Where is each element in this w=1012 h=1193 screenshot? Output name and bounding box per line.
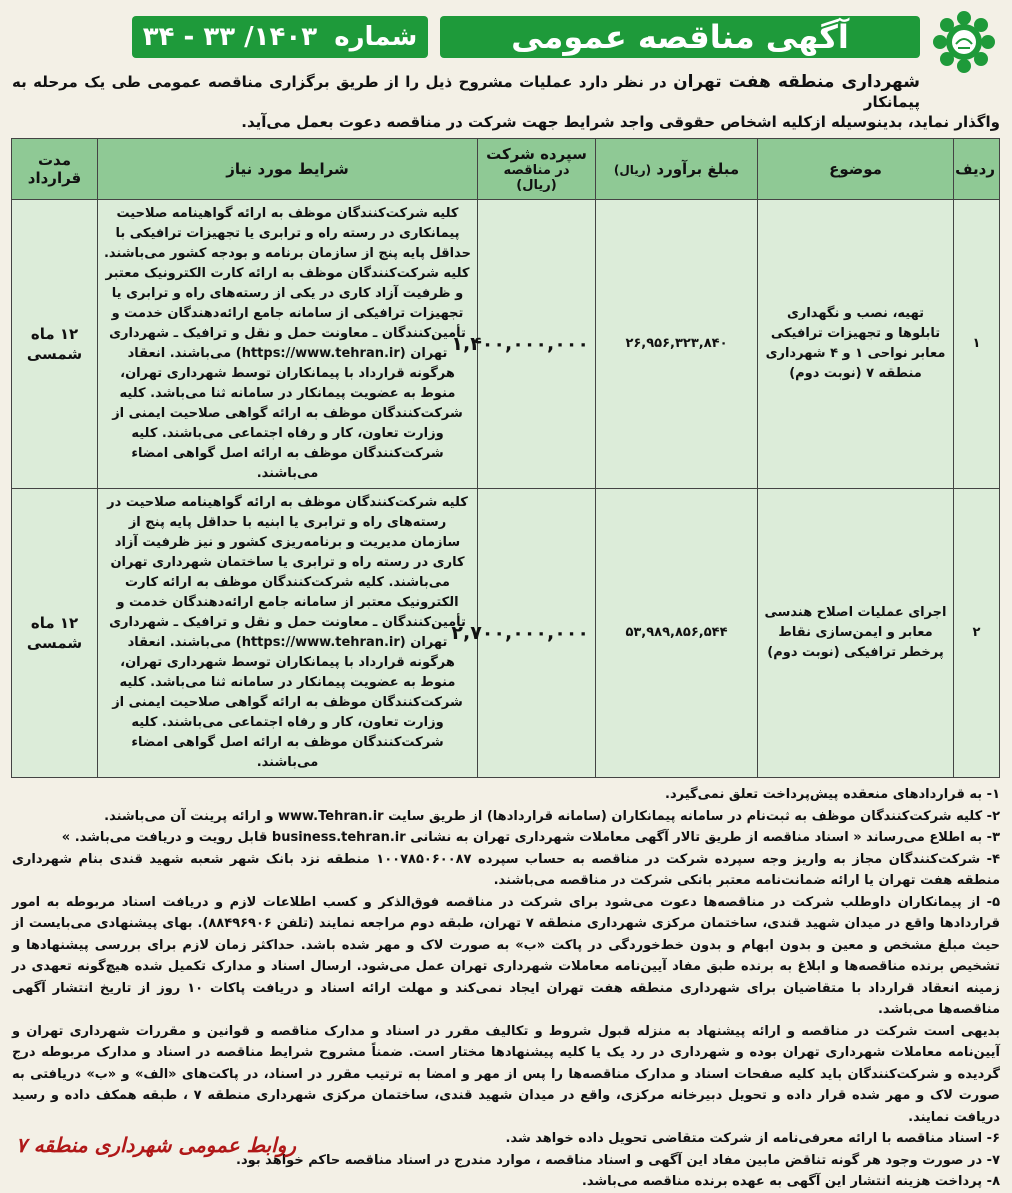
notice-title-banner: آگهی مناقصه عمومی — [440, 16, 920, 58]
col-header-index: ردیف — [954, 139, 1000, 200]
row-duration: ۱۲ ماه شمسی — [12, 489, 98, 778]
row-estimate: ۲۶,۹۵۶,۳۲۳,۸۴۰ — [596, 200, 758, 489]
tehran-municipality-logo-icon — [932, 10, 996, 74]
notice-number-value: ۱۴۰۳/ ۳۳ - ۳۴ — [142, 22, 318, 52]
note-item: ۲- کلیه شرکت‌کنندگان موظف به ثبت‌نام در سامانه پیمانکاران (سامانه قراردادها) از طریق سایت www.Tehran.ir و ارائه پرینت آن می‌باشند. — [104, 808, 1000, 824]
col-header-subject: موضوع — [758, 139, 954, 200]
col-header-estimate-unit: (ریال) — [613, 163, 652, 177]
intro-text-1: در نظر دارد عملیات مشروح ذیل را از طریق برگزاری مناقصه عمومی طی یک مرحله به پیمانکار — [12, 73, 920, 111]
note-item: ۶- اسناد مناقصه با ارائه معرفی‌نامه از شرکت متقاضی تحویل داده خواهد شد. — [505, 1131, 1000, 1146]
row-deposit: ۱,۴۰۰,۰۰۰,۰۰۰ — [478, 200, 596, 489]
note-item: ۸- پرداخت هزینه انتشار این آگهی به عهده برنده مناقصه می‌باشد. — [581, 1174, 1000, 1189]
row-index: ۱ — [954, 200, 1000, 489]
tender-table — [11, 138, 1000, 778]
table-header-row — [12, 139, 1000, 200]
notes-section — [12, 784, 1000, 1193]
notice-header — [12, 6, 1000, 68]
table-row — [12, 200, 1000, 489]
note-item: بدیهی است شرکت در مناقصه و ارائه پیشنهاد به منزله قبول شروط و تکالیف مقرر در اسناد و مدارک مناقصه و قوانین و مقررات شهرداری تهران و آیین‌نامه معاملات شهرداری تهران بوده و شهرداری در رد یک یا کلیه پیشنهادها مختار است. ضمناً مشروح شرایط مناقصه در اسناد و مدارک مربوطه درج گردیده و شرکت‌کنندگان باید کلیه صفحات اسناد و مدارک مناقصه‌ها را پس از مهر و امضا به ترتیب مقرر در اسناد، در پاکت‌های «الف» و «ب» دریافتی به صورت لاک و مهر شده قرار داده و تحویل دبیرخانه مرکزی، واقع در میدان شهید قندی، ساختمان مرکزی شهرداری منطقه ۷ ، طبقه همکف داده و رسید دریافت نمایند. — [12, 1023, 1000, 1125]
note-item: ۳- به اطلاع می‌رساند « اسناد مناقصه از طریق تالار آگهی معاملات شهرداری تهران به نشانی business.tehran.ir قابل رویت و دریافت می‌باشد. » — [61, 830, 1000, 845]
row-estimate: ۵۳,۹۸۹,۸۵۶,۵۴۴ — [596, 489, 758, 778]
note-item: ۴- شرکت‌کنندگان مجاز به واریز وجه سپرده شرکت در مناقصه به حساب سپرده ۱۰۰۷۸۵۰۶۰۰۸۷ منطقه نزد بانک شهر شعبه شهید قندی بنام شهرداری منطقه هفت تهران یا ارائه ضمانت‌نامه معتبر بانکی شرکت در مناقصه می‌باشند. — [12, 851, 1000, 888]
row-conditions: کلیه شرکت‌کنندگان موظف به ارائه گواهینامه صلاحیت پیمانکاری در رسته راه و ترابری یا تجهیزات ترافیکی با حداقل پایه پنج از سازمان برنامه و بودجه کشور می‌باشند. کلیه شرکت‌کنندگان موظف به ارائه کارت الکترونیک معتبر و ظرفیت آزاد کاری در یکی از رسته‌های راه و ترابری یا تجهیزات ترافیکی از سامانه جامع ارائه‌دهندگان خدمت و تأمین‌کنندگان ـ معاونت حمل و نقل و ترافیک ـ شهرداری تهران (https://www.tehran.ir) می‌باشند. انعقاد هرگونه قرارداد با پیمانکاران توسط شهرداری تهران، منوط به عضویت پیمانکار در سامانه ثنا می‌باشد. کلیه شرکت‌کنندگان موظف به ارائه گواهی صلاحیت ایمنی از وزارت تعاون، کار و رفاه اجتماعی می‌باشند. کلیه شرکت‌کنندگان موظف به ارائه اصل گواهی امضاء می‌باشند. — [98, 200, 478, 489]
row-subject: تهیه، نصب و نگهداری تابلوها و تجهیزات ترافیکی معابر نواحی ۱ و ۴ شهرداری منطقه ۷ (نوبت دوم) — [758, 200, 954, 489]
row-deposit: ۲,۷۰۰,۰۰۰,۰۰۰ — [478, 489, 596, 778]
col-header-estimate — [596, 139, 758, 200]
row-duration: ۱۲ ماه شمسی — [12, 200, 98, 489]
col-header-deposit-label: سپرده شرکت — [486, 145, 587, 163]
note-item: ۱- به قراردادهای منعقده پیش‌پرداخت تعلق نمی‌گیرد. — [665, 787, 1000, 802]
note-item: ۵- از پیمانکاران داوطلب شرکت در مناقصه‌ها دعوت می‌شود برای شرکت در مناقصه فوق‌الذکر و کسب اطلاعات لازم و دریافت اسناد مربوطه به امور قراردادها واقع در میدان شهید قندی، ساختمان مرکزی شهرداری منطقه ۷ تهران، طبقه دوم مراجعه نمایند (تلفن ۸۸۴۹۶۹۰۶). بهای پیشنهادی می‌بایست از حیث مبلغ مشخص و معین و بدون ابهام و بدون خط‌خوردگی در پاکت «ب» به صورت لاک و مهر شده باشد. حداکثر زمان لازم برای بررسی پیشنهادها و تشخیص برنده مناقصه‌ها و ابلاغ به برنده طبق مفاد آیین‌نامه معاملات شهرداری تهران عمل می‌شود. ارسال اسناد و مدارک تکمیل شده هیچ‌گونه تعهدی در زمینه انعقاد قرارداد با متقاضیان برای شهرداری منطقه هفت تهران ایجاد نمی‌کند و مهلت ارائه اسناد و دریافت پاکات ۱۰ روز از تاریخ انتشار آگهی مناقصه‌ها می‌باشد. — [12, 894, 1001, 1017]
row-index: ۲ — [954, 489, 1000, 778]
col-header-deposit-unit: در مناقصه (ریال) — [503, 163, 570, 193]
intro-text-2: واگذار نماید، بدینوسیله ازکلیه اشخاص حقوقی واجد شرایط جهت شرکت در مناقصه دعوت بعمل می‌آید. — [241, 113, 1000, 131]
notice-number-label: شماره — [334, 22, 418, 52]
table-row — [12, 489, 1000, 778]
col-header-estimate-label: مبلغ برآورد — [656, 160, 740, 178]
note-item: ۷- در صورت وجود هر گونه تناقض مابین مفاد این آگهی و اسناد مناقصه ، موارد مندرج در اسناد مناقصه حاکم خواهد بود. — [236, 1152, 1000, 1168]
row-subject: اجرای عملیات اصلاح هندسی معابر و ایمن‌سازی نقاط پرخطر ترافیکی (نوبت دوم) — [758, 489, 954, 778]
col-header-conditions: شرایط مورد نیاز — [98, 139, 478, 200]
col-header-duration: مدت قرارداد — [12, 139, 98, 200]
public-relations-signature: روابط عمومی شهرداری منطقه ۷ — [16, 1133, 297, 1157]
notice-number-box — [132, 16, 428, 58]
organization-name: شهرداری منطقه هفت تهران — [673, 72, 920, 92]
row-conditions: کلیه شرکت‌کنندگان موظف به ارائه گواهینامه صلاحیت در رسته‌های راه و ترابری یا ابنیه با حداقل پایه پنج از سازمان مدیریت و برنامه‌ریزی کشور و نیز ظرفیت آزاد کاری در رسته راه و ترابری یا ساختمان شهرداری تهران می‌باشند. کلیه شرکت‌کنندگان موظف به ارائه کارت الکترونیک معتبر از سامانه جامع ارائه‌دهندگان خدمت و تأمین‌کنندگان ـ معاونت حمل و نقل و ترافیک ـ شهرداری تهران (https://www.tehran.ir) می‌باشند. انعقاد هرگونه قرارداد با پیمانکاران توسط شهرداری تهران، منوط به عضویت پیمانکار در سامانه ثنا می‌باشد. کلیه شرکت‌کنندگان موظف به ارائه گواهی صلاحیت ایمنی از وزارت تعاون، کار و رفاه اجتماعی می‌باشند. کلیه شرکت‌کنندگان موظف به ارائه اصل گواهی امضاء می‌باشند. — [98, 489, 478, 778]
col-header-deposit — [478, 139, 596, 200]
intro-paragraph — [12, 72, 920, 112]
